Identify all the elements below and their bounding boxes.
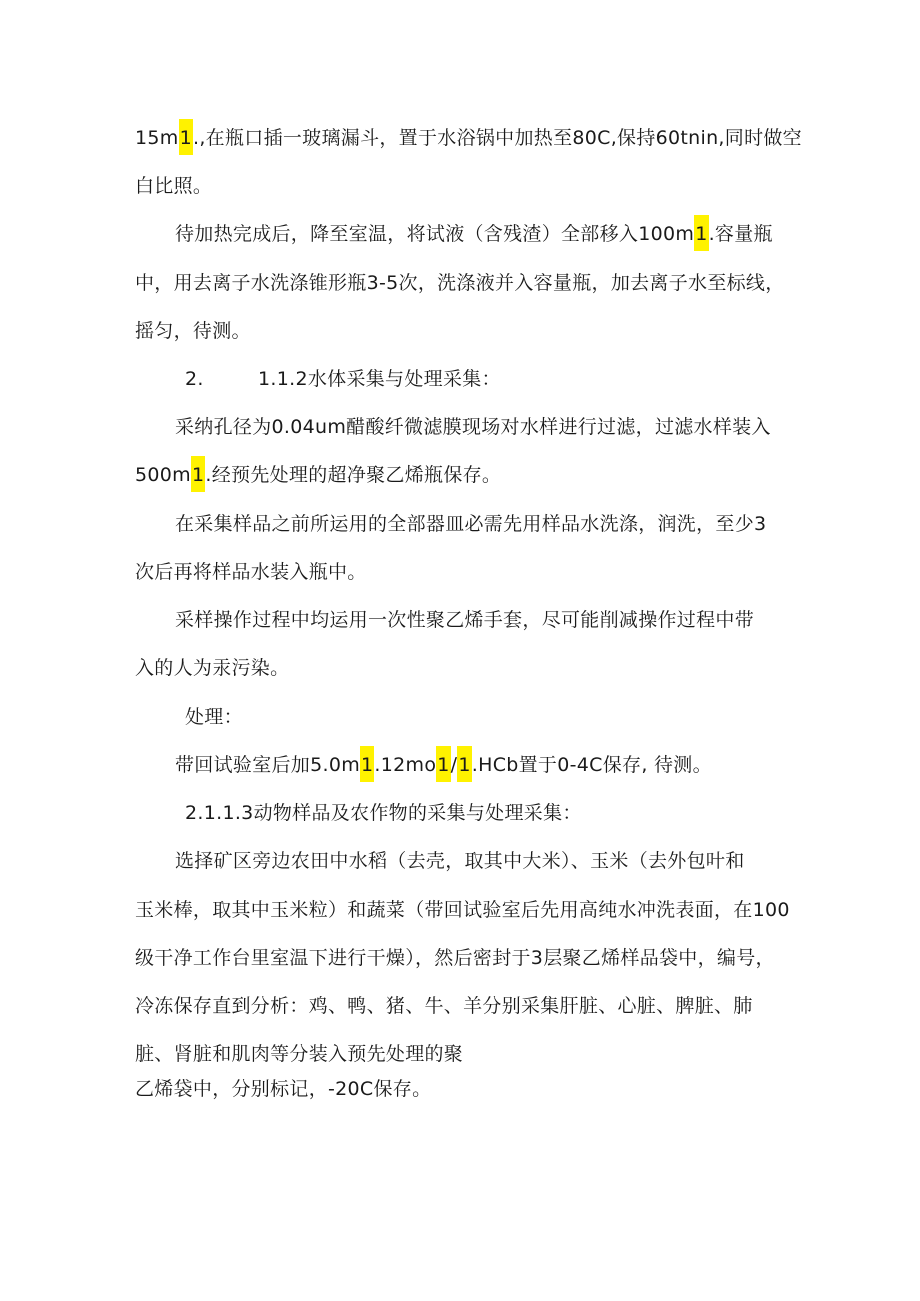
text-segment: 选择矿区旁边农田中水稻（去壳，取其中大米）、玉米（去外包叶和 [175, 850, 745, 872]
text-segment: 待加热完成后，降至室温，将试液（含残渣）全部移入100m [175, 223, 695, 245]
text-segment: 玉米棒，取其中玉米粒）和蔬菜（带回试验室后先用高纯水冲洗表面，在100 [135, 899, 790, 921]
text-segment: 带回试验室后加5.0m [175, 754, 361, 776]
text-line [135, 945, 775, 971]
text-segment: 中，用去离子水洗涤锥形瓶3-5次，洗涤液并入容量瓶，加去离子水至标线， [135, 272, 785, 294]
text-segment: 15m [135, 127, 179, 149]
text-segment: .容量瓶 [708, 223, 773, 245]
text-line [175, 607, 754, 633]
text-line [135, 318, 251, 344]
text-line [135, 1076, 431, 1102]
text-segment: 500m [135, 464, 191, 486]
highlighted-text: 1 [191, 456, 205, 492]
text-line [135, 897, 790, 923]
text-line [175, 414, 771, 440]
text-segment: 处理： [185, 706, 243, 728]
text-line [175, 511, 766, 537]
highlighted-text: 1 [436, 746, 450, 782]
text-segment: 次后再将样品水装入瓶中。 [135, 561, 367, 583]
text-segment: 摇匀，待测。 [135, 320, 251, 342]
text-line [185, 704, 243, 730]
text-segment: .HCb置于0-4C保存, 待测。 [471, 754, 712, 776]
text-line [135, 125, 802, 151]
text-line [135, 462, 501, 488]
text-line [175, 848, 745, 874]
section-heading [258, 366, 501, 392]
text-segment: 乙烯袋中，分别标记，-20C保存。 [135, 1078, 432, 1100]
highlighted-text: 1 [457, 746, 471, 782]
highlighted-text: 1 [360, 746, 374, 782]
text-line [175, 221, 773, 247]
text-line [135, 993, 753, 1019]
text-segment: 冷冻保存直到分析：鸡、鸭、猪、牛、羊分别采集肝脏、心脏、脾脏、肺 [135, 995, 753, 1017]
text-segment: 入的人为汞污染。 [135, 657, 290, 679]
text-segment: 级干净工作台里室温下进行干燥），然后密封于3层聚乙烯样品袋中，编号， [135, 947, 775, 969]
text-line [135, 559, 367, 585]
text-segment: 白比照。 [135, 175, 213, 197]
text-segment: 采纳孔径为0.04um醋酸纤微滤膜现场对水样进行过滤，过滤水样装入 [175, 416, 771, 438]
text-line [135, 270, 785, 296]
text-segment: 采样操作过程中均运用一次性聚乙烯手套，尽可能削减操作过程中带 [175, 609, 755, 631]
text-segment: .经预先处理的超净聚乙烯瓶保存。 [205, 464, 502, 486]
text-line [135, 173, 212, 199]
text-segment: 脏、肾脏和肌肉等分装入预先处理的聚 [135, 1043, 464, 1065]
text-segment: 2.1.1.3动物样品及农作物的采集与处理采集： [185, 802, 582, 824]
text-segment: .12mo [374, 754, 437, 776]
text-line [135, 1041, 463, 1067]
text-segment: 2. [185, 368, 204, 390]
list-number [185, 366, 204, 392]
text-segment: 1.1.2水体采集与处理采集： [258, 368, 501, 390]
highlighted-text: 1 [179, 119, 193, 155]
text-segment: 在采集样品之前所运用的全部器皿必需先用样品水洗涤，润洗，至少3 [175, 513, 767, 535]
text-segment: .,在瓶口插一玻璃漏斗，置于水浴锅中加热至80C,保持60tnin,同时做空 [192, 127, 802, 149]
text-line [175, 752, 712, 778]
text-segment: ∕ [450, 754, 458, 776]
text-line [135, 655, 289, 681]
highlighted-text: 1 [694, 215, 708, 251]
section-heading [185, 800, 582, 826]
